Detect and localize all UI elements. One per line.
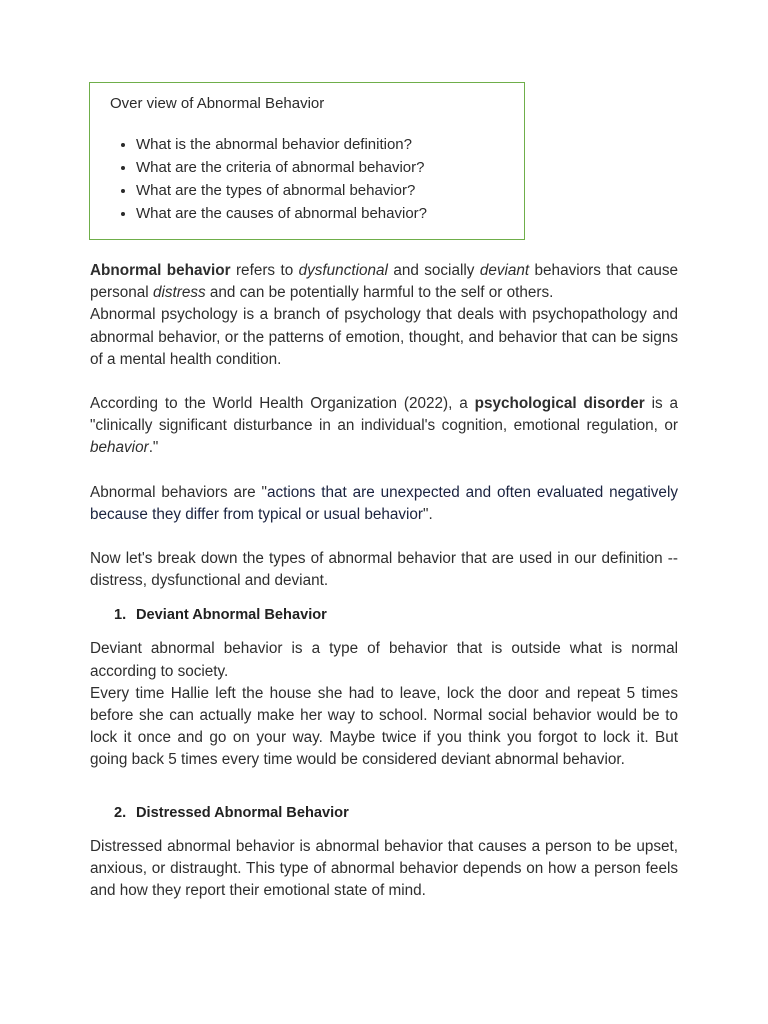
overview-box	[89, 82, 525, 240]
text-span: Abnormal behaviors are "	[90, 483, 267, 501]
list-item: • What is the abnormal behavior definition?	[136, 133, 427, 156]
text-span: According to the World Health Organization (2022), a	[90, 395, 475, 413]
section-title: Deviant Abnormal Behavior	[136, 607, 327, 624]
breakdown-paragraph: Now let's break down the types of abnormal behavior that are used in our definition -- distress, dysfunctional and deviant.	[90, 550, 678, 590]
text-span: ".	[423, 505, 433, 523]
deviant-example-paragraph: Every time Hallie left the house she had to leave, lock the door and repeat 5 times before she can actually make her way to school. Normal social behavior would be to lock it once and go on your way. Maybe twice if you think you forgot to lock it. But going back 5 times every time would be considered deviant abnormal behavior.	[90, 684, 678, 769]
actions-paragraph	[90, 482, 678, 526]
text-span: and can be potentially harmful to the self or others.	[205, 284, 554, 302]
text-span: ."	[148, 439, 159, 457]
overview-list	[90, 133, 427, 225]
text-span: behaviors that cause personal	[90, 262, 679, 302]
term-abnormal-behavior: Abnormal behavior	[90, 262, 231, 279]
document-body	[90, 260, 678, 902]
text-span: is a "clinically significant disturbance in an individual's cognition, emotional regulation, or	[90, 395, 678, 435]
text-span: refers to	[230, 262, 299, 279]
section-number: 1.	[114, 607, 127, 624]
section-number: 2.	[114, 804, 127, 821]
list-item: • What are the criteria of abnormal behavior?	[136, 156, 427, 179]
overview-title: Over view of Abnormal Behavior	[110, 95, 325, 112]
list-item: • What are the causes of abnormal behavior?	[136, 202, 427, 225]
section-heading-distressed	[90, 802, 678, 824]
term-distress: distress	[152, 284, 206, 302]
section-heading-deviant	[90, 604, 678, 626]
abnormal-psychology-paragraph: Abnormal psychology is a branch of psychology that deals with psychopathology and abnormal behavior, or the patterns of emotion, thought, and behavior that can be signs of a mental health condition.	[90, 306, 678, 368]
term-behavior: behavior	[90, 439, 149, 457]
text-span: and socially	[387, 262, 480, 279]
intro-paragraph	[90, 260, 678, 304]
term-dysfunctional: dysfunctional	[298, 262, 388, 279]
term-deviant: deviant	[479, 262, 530, 279]
term-psychological-disorder: psychological disorder	[474, 395, 645, 413]
distressed-definition-paragraph: Distressed abnormal behavior is abnormal behavior that causes a person to be upset, anxious, or distraught. This type of abnormal behavior depends on how a person feels and how they report their emotional state of mind.	[90, 837, 678, 900]
section-title: Distressed Abnormal Behavior	[136, 804, 349, 821]
deviant-definition-paragraph: Deviant abnormal behavior is a type of behavior that is outside what is normal according to society.	[90, 640, 678, 680]
quote-span: actions that are unexpected and often evaluated negatively because they differ from typical or usual behavior	[90, 483, 678, 523]
list-item: • What are the types of abnormal behavior?	[136, 179, 427, 202]
who-paragraph	[90, 393, 678, 460]
